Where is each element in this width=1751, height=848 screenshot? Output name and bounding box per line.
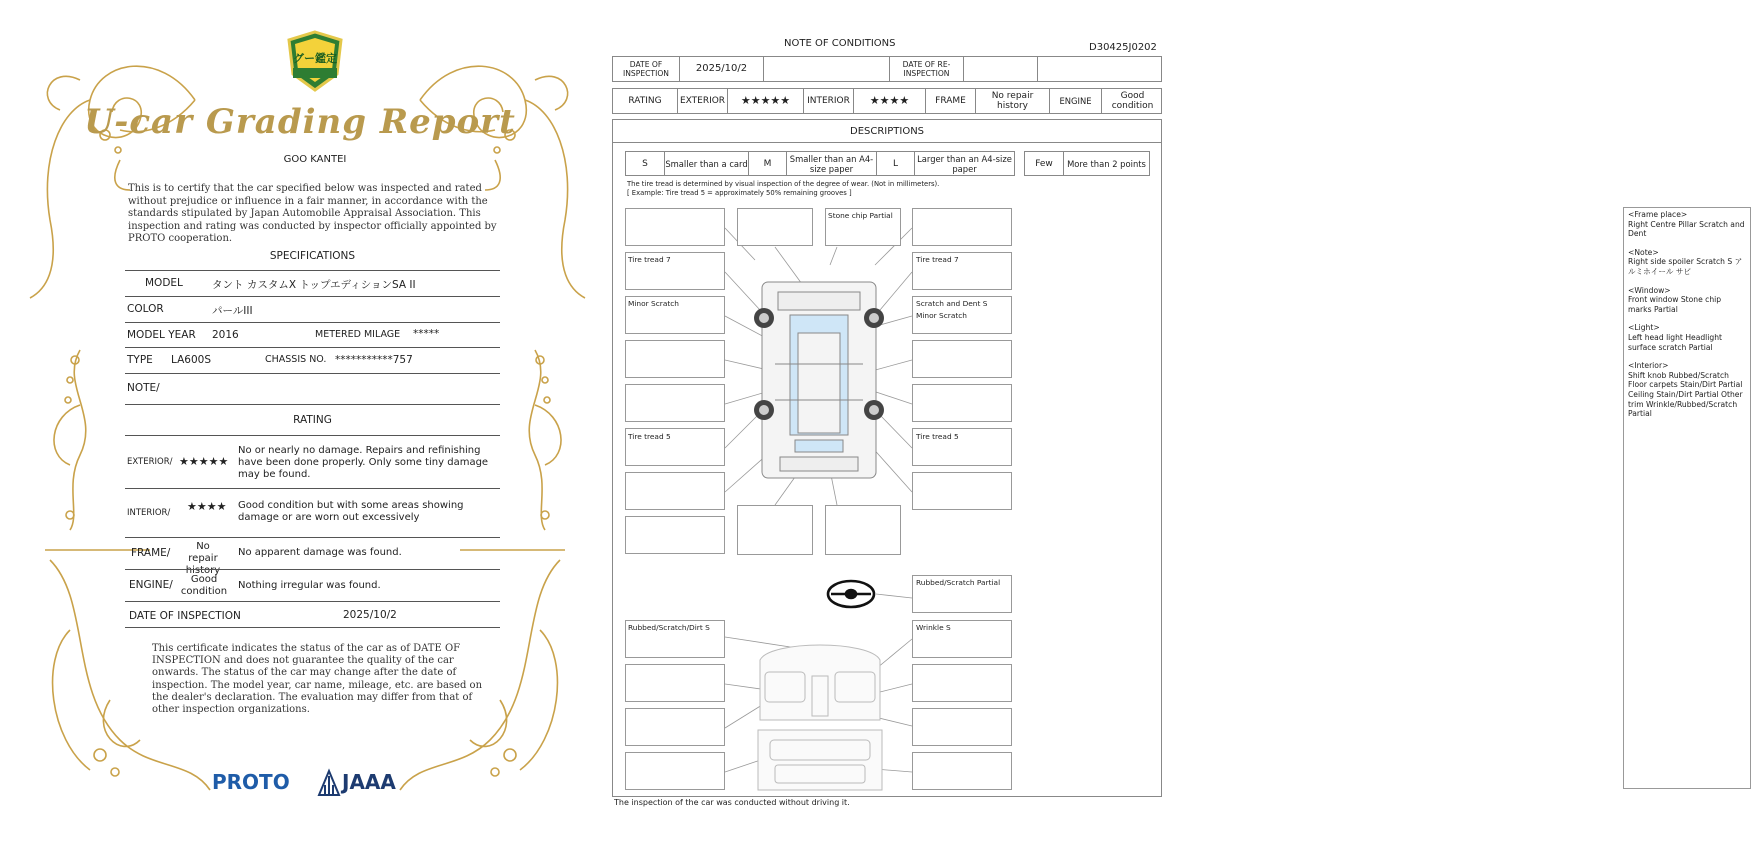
remark-body: Front window Stone chip marks Partial bbox=[1628, 295, 1722, 314]
condition-box bbox=[625, 340, 725, 378]
condition-box bbox=[737, 505, 813, 555]
remark-body: Right side spoiler Scratch S アルミホイール サビ bbox=[1628, 257, 1743, 276]
condition-box bbox=[737, 208, 813, 246]
remark-interior bbox=[1628, 361, 1746, 419]
chassis-value: ***********757 bbox=[335, 354, 413, 366]
date-of-inspection-label: DATE OF INSPECTION bbox=[623, 60, 669, 78]
condition-box bbox=[912, 384, 1012, 422]
frame-description: No apparent damage was found. bbox=[238, 547, 402, 558]
scratch-dent-label: Scratch and Dent S bbox=[916, 299, 988, 308]
engine-label: ENGINE bbox=[1049, 89, 1101, 113]
condition-box bbox=[625, 664, 725, 702]
report-subtitle: GOO KANTEI bbox=[283, 154, 347, 165]
engine-value: Good condition bbox=[1101, 89, 1163, 113]
rubbed-partial-label: Rubbed/Scratch Partial bbox=[916, 578, 1001, 587]
date-of-inspection-value: 2025/10/2 bbox=[679, 57, 763, 81]
interior-label: INTERIOR/ bbox=[127, 508, 171, 518]
interior-label: INTERIOR bbox=[803, 89, 853, 113]
car-top-view bbox=[762, 282, 876, 478]
tire-fl-label: Tire tread 7 bbox=[628, 255, 671, 264]
date-of-inspection-row bbox=[125, 601, 500, 627]
spec-year-row bbox=[125, 322, 500, 347]
ornament-left-side bbox=[40, 345, 120, 535]
color-value: パールIII bbox=[212, 305, 253, 317]
model-year-value: 2016 bbox=[212, 329, 239, 341]
note-of-conditions-sheet bbox=[600, 0, 1745, 848]
legend-m-desc: Smaller than an A4-size paper bbox=[786, 152, 876, 175]
footer-logos bbox=[212, 770, 412, 800]
date-label: DATE OF INSPECTION bbox=[129, 610, 241, 622]
descriptions-heading: DESCRIPTIONS bbox=[850, 126, 925, 137]
grading-certificate bbox=[0, 0, 600, 848]
rating-interior-row bbox=[125, 488, 500, 536]
tire-note-2: [ Example: Tire tread 5 = approximately 50% remaining grooves ] bbox=[627, 189, 852, 197]
exterior-label: EXTERIOR/ bbox=[127, 457, 173, 467]
legend-l: L bbox=[876, 152, 914, 175]
model-year-label: MODEL YEAR bbox=[127, 329, 196, 341]
spec-color-row bbox=[125, 296, 500, 321]
remark-note bbox=[1628, 248, 1746, 277]
engine-label: ENGINE/ bbox=[129, 579, 173, 591]
divider bbox=[125, 404, 500, 405]
model-label: MODEL bbox=[145, 277, 183, 289]
remark-body: Right Centre Pillar Scratch and Dent bbox=[1628, 219, 1745, 239]
type-value: LA600S bbox=[171, 354, 211, 366]
engine-value: Good condition bbox=[180, 574, 228, 597]
rating-engine-row bbox=[125, 569, 500, 600]
date-value: 2025/10/2 bbox=[343, 609, 397, 621]
metered-milage-value: ***** bbox=[413, 328, 440, 340]
remark-head: <Frame place> bbox=[1628, 210, 1688, 219]
proto-logo: PROTO bbox=[212, 770, 290, 794]
spec-model-row bbox=[125, 270, 500, 295]
minor-scratch-label: Minor Scratch bbox=[628, 299, 679, 308]
interior-stars: ★★★★ bbox=[853, 89, 925, 113]
reinspection-label: DATE OF RE-INSPECTION bbox=[889, 57, 963, 81]
tire-rl-label: Tire tread 5 bbox=[628, 432, 671, 441]
frame-label: FRAME bbox=[925, 89, 975, 113]
rubbed-dirt-label: Rubbed/Scratch/Dirt S bbox=[628, 623, 710, 632]
condition-box bbox=[912, 664, 1012, 702]
exterior-label: EXTERIOR bbox=[677, 89, 727, 113]
tire-fr-label: Tire tread 7 bbox=[916, 255, 959, 264]
condition-box bbox=[912, 708, 1012, 746]
interior-stars: ★★★★ bbox=[187, 500, 227, 513]
remark-head: <Light> bbox=[1628, 323, 1660, 333]
color-label: COLOR bbox=[127, 303, 164, 315]
chassis-label: CHASSIS NO. bbox=[265, 354, 327, 365]
condition-box bbox=[825, 505, 901, 555]
condition-box bbox=[625, 208, 725, 246]
rating-heading: RATING bbox=[293, 414, 332, 426]
model-value: タント カスタムX トップエディションSA II bbox=[212, 279, 416, 291]
legend-s: S bbox=[642, 158, 648, 169]
remark-window bbox=[1628, 286, 1746, 315]
stone-chip-label: Stone chip Partial bbox=[828, 211, 893, 220]
interior-view bbox=[758, 645, 882, 790]
rating-frame-row bbox=[125, 537, 500, 576]
note-label: NOTE/ bbox=[127, 382, 160, 394]
remark-head: <Window> bbox=[1628, 285, 1671, 295]
condition-box bbox=[625, 384, 725, 422]
condition-box bbox=[912, 752, 1012, 790]
frame-label: FRAME/ bbox=[131, 547, 171, 559]
rating-label: RATING bbox=[628, 96, 662, 106]
jaaa-logo: JAAA bbox=[342, 770, 396, 794]
tire-note-1: The tire tread is determined by visual inspection of the degree of wear. (Not in millimeters). bbox=[627, 180, 940, 188]
certification-intro: This is to certify that the car specified below was inspected and rated without prejudice or influence in a fair manner, in accordance with the standards stipulated by Japan Automobile Appraisal Association. This inspection and rating was conducted by inspector officially appointed by PROTO cooperation. bbox=[128, 183, 497, 245]
jaaa-emblem-icon bbox=[318, 770, 340, 796]
condition-box bbox=[625, 472, 725, 510]
interior-description: Good condition but with some areas showing damage or are worn out excessively bbox=[238, 500, 464, 523]
metered-milage-label: METERED MILAGE bbox=[315, 329, 401, 340]
remark-body: Shift knob Rubbed/Scratch Floor carpets Stain/Dirt Partial Ceiling Stain/Dirt Partial Other trim Wrinkle/Rubbed/Scratch Partial bbox=[1628, 370, 1743, 419]
condition-box bbox=[625, 752, 725, 790]
sheet-title: NOTE OF CONDITIONS bbox=[784, 38, 896, 49]
exterior-stars: ★★★★★ bbox=[179, 455, 229, 468]
minor-scratch-2-label: Minor Scratch bbox=[916, 311, 967, 320]
condition-box bbox=[625, 708, 725, 746]
spec-type-row bbox=[125, 347, 500, 372]
frame-value: No repair history bbox=[975, 89, 1049, 113]
condition-box bbox=[912, 208, 1012, 246]
ornament-right-side bbox=[495, 345, 575, 535]
legend-s-desc: Smaller than a card bbox=[664, 152, 748, 175]
remark-head: <Note> bbox=[1628, 247, 1659, 257]
legend-few: Few bbox=[1035, 158, 1053, 169]
condition-box bbox=[912, 340, 1012, 378]
sheet-code: D30425J0202 bbox=[1089, 42, 1157, 53]
legend-few-desc: More than 2 points bbox=[1063, 152, 1149, 175]
legend-l-desc: Larger than an A4-size paper bbox=[914, 152, 1014, 175]
remark-light bbox=[1628, 323, 1746, 352]
steering-wheel-icon bbox=[828, 581, 874, 607]
tire-rr-label: Tire tread 5 bbox=[916, 432, 959, 441]
remark-body: Left head light Headlight surface scratch Partial bbox=[1628, 332, 1723, 352]
condition-box bbox=[912, 472, 1012, 510]
badge-text: グー鑑定 bbox=[293, 52, 337, 65]
exterior-description: No or nearly no damage. Repairs and refinishing have been done properly. Only some tiny damage may be found. bbox=[238, 445, 489, 480]
report-title: U-car Grading Report bbox=[84, 102, 516, 142]
engine-description: Nothing irregular was found. bbox=[238, 580, 381, 591]
legend-m: M bbox=[748, 152, 786, 175]
wrinkle-label: Wrinkle S bbox=[916, 623, 951, 632]
remark-frame bbox=[1628, 210, 1746, 239]
condition-box bbox=[625, 516, 725, 554]
divider bbox=[125, 627, 500, 628]
spec-note-row bbox=[125, 373, 500, 403]
remark-head: <Interior> bbox=[1628, 361, 1669, 371]
type-label: TYPE bbox=[127, 354, 153, 366]
specifications-heading: SPECIFICATIONS bbox=[269, 250, 356, 262]
certificate-disclaimer: This certificate indicates the status of the car as of DATE OF INSPECTION and does not guarantee the quality of the car onwards. The status of the car may change after the date of inspection. The model year, car name, mileage, etc. are based on the dealer's declaration. The evaluation may differ from that of other inspection organizations. bbox=[152, 643, 483, 716]
frame-value: No repair history bbox=[185, 541, 221, 576]
exterior-stars: ★★★★★ bbox=[727, 89, 803, 113]
remarks-panel bbox=[1623, 207, 1751, 789]
rating-exterior-row bbox=[125, 435, 500, 487]
sheet-footer: The inspection of the car was conducted without driving it. bbox=[614, 798, 850, 807]
